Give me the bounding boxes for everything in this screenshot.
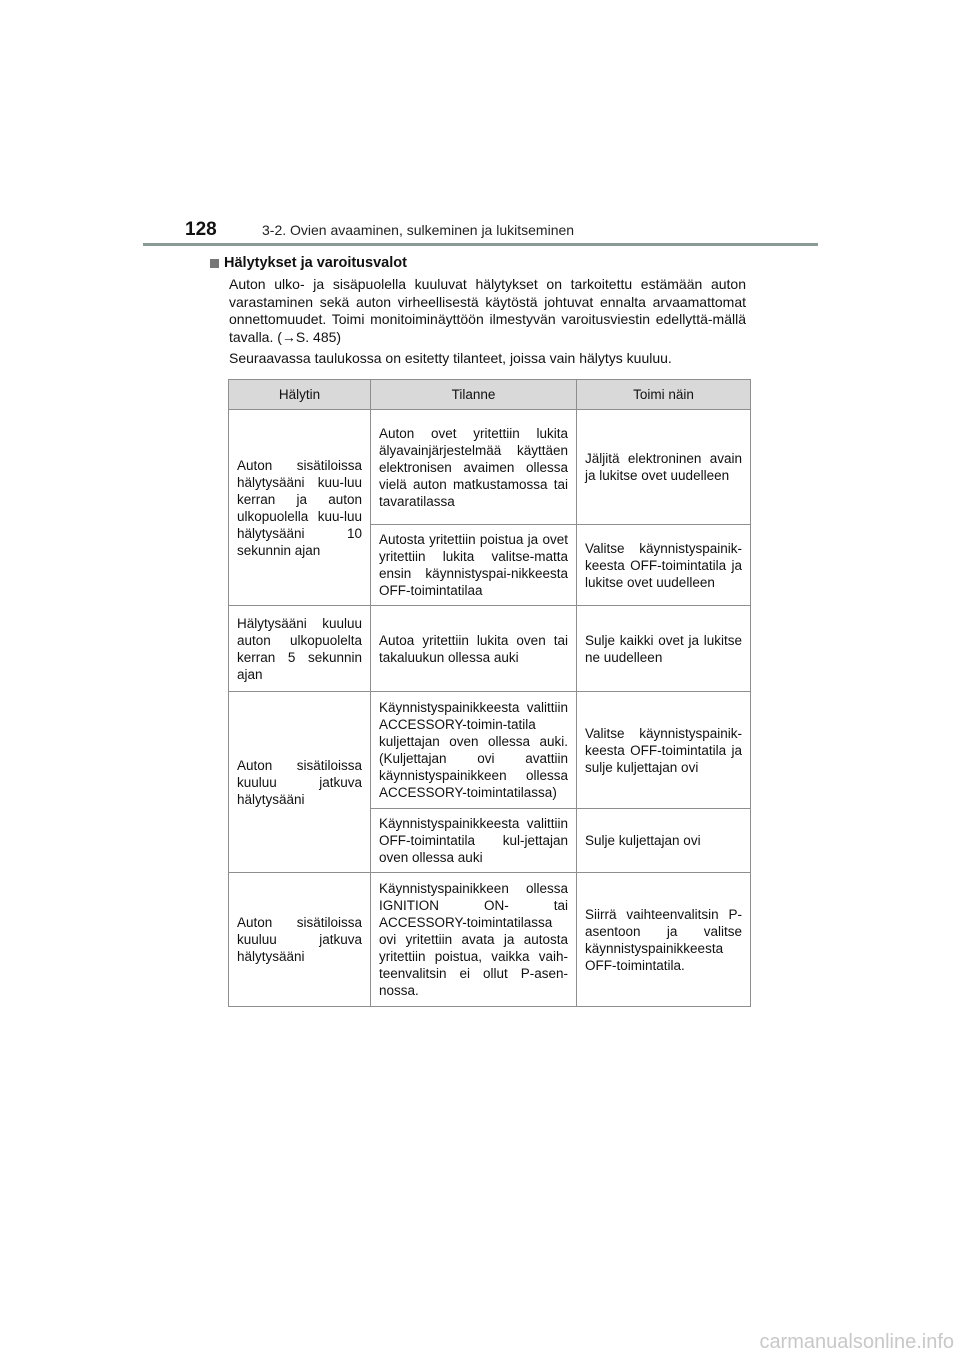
action-cell: Siirrä vaihteenvalitsin P-asentoon ja valitse käynnistyspainikkeesta OFF-toimintatila.	[577, 873, 751, 1007]
chapter-title: 3-2. Ovien avaaminen, sulkeminen ja lukitseminen	[262, 222, 575, 238]
column-header-alarm: Hälytin	[229, 380, 371, 410]
section-heading-text: Hälytykset ja varoitusvalot	[224, 255, 407, 271]
header-divider	[143, 243, 818, 246]
situation-cell: Käynnistyspainikkeesta valittiin ACCESSORY-toimin-tatila kuljettajan oven ollessa auki. (Kuljettajan ovi avattiin käynnistyspainikkeen ollessa ACCESSORY-toimintatilassa)	[371, 692, 577, 809]
alarm-table	[228, 379, 751, 1007]
situation-cell: Autoa yritettiin lukita oven tai takaluukun ollessa auki	[371, 606, 577, 692]
column-header-action: Toimi näin	[577, 380, 751, 410]
watermark-credit: carmanualsonline.info	[759, 1331, 954, 1353]
arrow-icon: →	[281, 328, 296, 345]
situation-cell: Käynnistyspainikkeesta valittiin OFF-toimintatila kul-jettajan oven ollessa auki	[371, 809, 577, 873]
action-cell: Valitse käynnistyspainik-keesta OFF-toimintatila ja sulje kuljettajan ovi	[577, 692, 751, 809]
alarm-cell: Auton sisätiloissa kuuluu jatkuva hälytysääni	[229, 692, 371, 873]
page-reference: S. 485)	[295, 328, 342, 345]
alarm-cell: Hälytysääni kuuluu auton ulkopuolelta kerran 5 sekunnin ajan	[229, 606, 371, 692]
situation-cell: Käynnistyspainikkeen ollessa IGNITION ON- tai ACCESSORY-toimintatilassa ovi yritettiin avata ja autosta yritettiin poistua, vaikka vaih-teenvalitsin ei ollut P-asen-nossa.	[371, 873, 577, 1007]
intro-paragraph-text: Auton ulko- ja sisäpuolella kuuluvat hälytykset on tarkoitettu estämään auton varastaminen sekä auton virheellisestä käytöstä johtuvat ennalta arvaamattomat onnettomuudet. Toimi monitoiminäyttöön ilmestyvän varoitusviestin edellyttä-mällä tavalla. (	[229, 276, 746, 345]
situation-cell: Autosta yritettiin poistua ja ovet yritettiin lukita valitse-matta ensin käynnistyspai-nikkeesta OFF-toimintatilaa	[371, 525, 577, 606]
action-cell: Sulje kuljettajan ovi	[577, 809, 751, 873]
table-row	[229, 606, 751, 692]
table-row	[229, 873, 751, 1007]
alarm-cell: Auton sisätiloissa kuuluu jatkuva hälytysääni	[229, 873, 371, 1007]
table-intro-paragraph: Seuraavassa taulukossa on esitetty tilanteet, joissa vain hälytys kuuluu.	[229, 350, 672, 366]
section-heading	[210, 255, 407, 271]
action-cell: Jäljitä elektroninen avain ja lukitse ovet uudelleen	[577, 410, 751, 525]
action-cell: Valitse käynnistyspainik-keesta OFF-toimintatila ja lukitse ovet uudelleen	[577, 525, 751, 606]
situation-cell: Auton ovet yritettiin lukita älyavainjärjestelmää käyttäen elektronisen avaimen ollessa vielä auton matkustamossa tai tavaratilassa	[371, 410, 577, 525]
column-header-situation: Tilanne	[371, 380, 577, 410]
table-row	[229, 692, 751, 809]
table-row	[229, 410, 751, 525]
alarm-cell: Auton sisätiloissa hälytysääni kuu-luu kerran ja auton ulkopuolella kuu-luu hälytysääni 10 sekunnin ajan	[229, 410, 371, 606]
square-bullet-icon	[210, 259, 219, 268]
table-header-row	[229, 380, 751, 410]
intro-paragraph	[229, 276, 746, 346]
page-number: 128	[185, 219, 217, 240]
action-cell: Sulje kaikki ovet ja lukitse ne uudelleen	[577, 606, 751, 692]
